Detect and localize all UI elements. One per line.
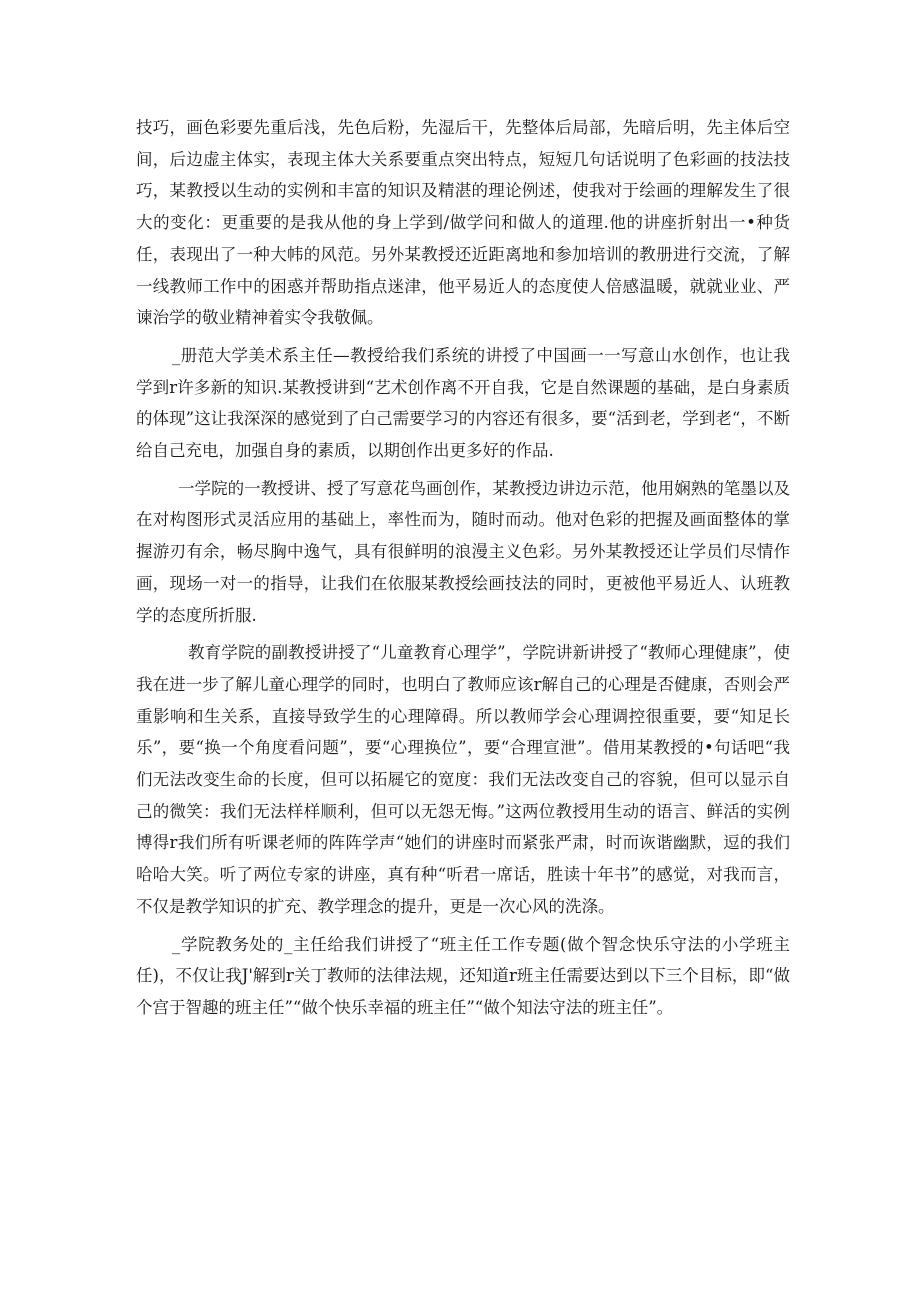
paragraph-landscape-painting: _册范大学美术系主任—教授给我们系统的讲授了中国画一一写意山水创作，也让我学到r许多新的知识.某教授讲到“艺术创作离不开自我，它是自然课题的基础，是白身素质的体现”这让我深深的感觉到了白己需要学习的内容还有很多，要“活到老，学到老“，不断给自己充电，加强自身的素质，以期创作出更多好的作品. (136, 345, 790, 461)
paragraph-color-painting-techniques: 技巧，画色彩要先重后浅，先色后粉，先湿后干，先整体后局部，先暗后明，先主体后空间，后边虚主体实，表现主体大关系要重点突出特点，短短几句话说明了色彩画的技法技巧，某教授以生动的实例和丰富的知识及精湛的理论例述，使我对于绘画的理解发生了很大的变化：更重要的是我从他的身上学到/做学问和做人的道理.他的讲座折射出一•种货任，表现出了一种大帏的风范。另外某教授还近距离地和参加培训的教册进行交流，了解一线教师工作中的困惑并帮助指点迷津，他平易近人的态度使人倍感温暖，就就业业、严谏治学的敬业精神着实令我敬佩。 (136, 118, 790, 328)
document-body (136, 112, 790, 1024)
paragraph-child-psychology: 教育学院的副教授讲授了“儿童教育心理学”，学院讲新讲授了“教师心理健康”，使我在进一步了解儿童心理学的同时，也明白了教师应该r解自己的心理是否健康，否则会严重影响和生关系，直接导致学生的心理障碍。所以教师学会心理调控很重要，要“知足长乐”，要“换一个角度看问题”，要“心理换位”，要“合理宣泄”。借用某教授的•句话吧“我们无法改变生命的长度，但可以拓屣它的宽度：我们无法改变自己的容貌，但可以显示自己的微笑：我们无法样样顺利，但可以无怨无悔。”这两位教授用生动的语言、鲜活的实例博得r我们所有听课老师的阵阵学声“她们的讲座时而紧张严肃，时而诙谐幽默，逗的我们哈哈大笑。听了两位专家的讲座，真有种“听君一席话，胜读十年书”的感觉，对我而言，不仅是教学知识的扩充、教学理念的提升，更是一次心风的洗涤。 (136, 643, 790, 916)
paragraph-class-teacher-work: _学院教务处的_主任给我们讲授了“班主任工作专题(做个智念快乐守法的小学班主任)，不仅让我J'解到r关丁教师的法律法规，还知道r班主任需要达到以下三个目标，即“做个宫于智趣的班主任”“做个快乐幸福的班主任”“做个知法守法的班主任”。 (136, 934, 790, 1017)
paragraph-flower-bird-painting: 一学院的一教授讲、授了写意花鸟画创作，某教授边讲边示范，他用娴熟的笔墨以及在对构图形式灵活应用的基础上，率性而为，随时而动。他对色彩的把握及画面整体的掌握游刃有余，畅尽胸中逸气，具有很鲜明的浪漫主义色彩。另外某教授还让学员们尽情作画，现场一对一的指导，让我们在依服某教授绘画技法的同时，更被他平易近人、认班教学的态度所折服. (136, 478, 790, 625)
